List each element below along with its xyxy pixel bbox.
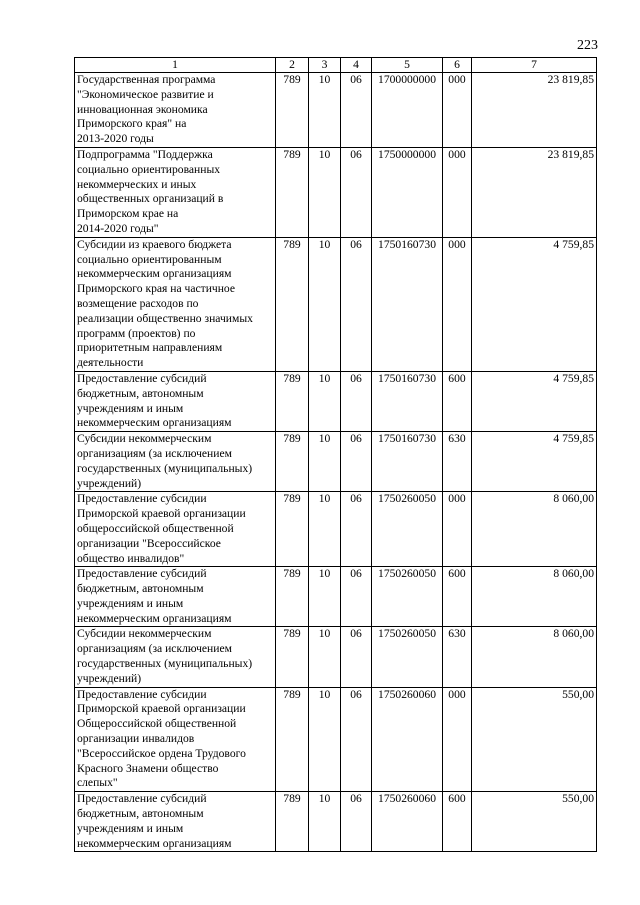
description-line: организациям (за исключением: [77, 642, 232, 656]
subsection-code: 06: [341, 73, 372, 148]
description-line: Предоставление субсидий: [77, 371, 207, 385]
header-col-7: 7: [472, 58, 597, 73]
amount: 550,00: [472, 687, 597, 792]
description-line: деятельности: [77, 356, 144, 370]
description-line: учреждений): [77, 476, 142, 490]
subsection-code: 06: [341, 567, 372, 627]
description-line: программ (проектов) по: [77, 326, 196, 340]
description-line: государственных (муниципальных): [77, 461, 253, 475]
description-line: организациям (за исключением: [77, 446, 232, 460]
description-line: Приморском крае на: [77, 207, 179, 221]
ministry-code: 789: [276, 567, 309, 627]
page-number: 223: [577, 38, 598, 53]
description-line: Общероссийской общественной: [77, 717, 237, 731]
table-row: [75, 792, 597, 852]
description-line: Приморского края" на: [77, 117, 187, 131]
description-line: 2014-2020 годы": [77, 221, 159, 235]
item-description: [75, 627, 276, 687]
budget-table: [74, 57, 597, 852]
ministry-code: 789: [276, 237, 309, 371]
expense-type-code: 600: [443, 792, 472, 852]
description-line: учреждений): [77, 671, 142, 685]
ministry-code: 789: [276, 432, 309, 492]
description-line: организации инвалидов: [77, 732, 195, 746]
expense-type-code: 000: [443, 147, 472, 237]
amount: 8 060,00: [472, 627, 597, 687]
ministry-code: 789: [276, 492, 309, 567]
description-line: инновационная экономика: [77, 102, 208, 116]
description-line: "Всероссийское ордена Трудового: [77, 746, 246, 760]
description-line: учреждениям и иным: [77, 596, 184, 610]
ministry-code: 789: [276, 792, 309, 852]
section-code: 10: [309, 792, 341, 852]
ministry-code: 789: [276, 687, 309, 792]
table-row: [75, 237, 597, 371]
subsection-code: 06: [341, 371, 372, 431]
section-code: 10: [309, 432, 341, 492]
target-article-code: 1750000000: [372, 147, 443, 237]
description-line: Красного Знамени общество: [77, 761, 219, 775]
item-description: [75, 687, 276, 792]
table-row: [75, 432, 597, 492]
section-code: 10: [309, 73, 341, 148]
header-col-4: 4: [341, 58, 372, 73]
table-row: [75, 73, 597, 148]
description-line: 2013-2020 годы: [77, 132, 154, 146]
target-article-code: 1750160730: [372, 432, 443, 492]
amount: 4 759,85: [472, 237, 597, 371]
description-line: некоммерческим организациям: [77, 836, 232, 850]
description-line: Приморской краевой организации: [77, 702, 246, 716]
table-row: [75, 492, 597, 567]
target-article-code: 1750260050: [372, 492, 443, 567]
description-line: социально ориентированным: [77, 252, 222, 266]
item-description: [75, 147, 276, 237]
description-line: Предоставление субсидий: [77, 567, 207, 581]
description-line: слепых": [77, 776, 118, 790]
description-line: некоммерческих и иных: [77, 177, 197, 191]
description-line: Приморского края на частичное: [77, 282, 236, 296]
description-line: общество инвалидов": [77, 551, 185, 565]
expense-type-code: 000: [443, 73, 472, 148]
item-description: [75, 492, 276, 567]
description-line: Субсидии некоммерческим: [77, 627, 212, 641]
amount: 4 759,85: [472, 371, 597, 431]
amount: 550,00: [472, 792, 597, 852]
expense-type-code: 600: [443, 371, 472, 431]
expense-type-code: 630: [443, 432, 472, 492]
description-line: некоммерческим организациям: [77, 416, 232, 430]
header-col-1: 1: [75, 58, 276, 73]
header-col-2: 2: [276, 58, 309, 73]
description-line: организации "Всероссийское: [77, 536, 221, 550]
item-description: [75, 371, 276, 431]
description-line: Предоставление субсидий: [77, 792, 207, 806]
target-article-code: 1750260060: [372, 792, 443, 852]
ministry-code: 789: [276, 627, 309, 687]
subsection-code: 06: [341, 147, 372, 237]
target-article-code: 1750160730: [372, 371, 443, 431]
item-description: [75, 432, 276, 492]
ministry-code: 789: [276, 371, 309, 431]
item-description: [75, 237, 276, 371]
target-article-code: 1750260050: [372, 627, 443, 687]
expense-type-code: 630: [443, 627, 472, 687]
description-line: Приморской краевой организации: [77, 507, 246, 521]
header-col-3: 3: [309, 58, 341, 73]
target-article-code: 1700000000: [372, 73, 443, 148]
description-line: возмещение расходов по: [77, 296, 199, 310]
amount: 4 759,85: [472, 432, 597, 492]
description-line: реализации общественно значимых: [77, 311, 253, 325]
subsection-code: 06: [341, 627, 372, 687]
section-code: 10: [309, 627, 341, 687]
section-code: 10: [309, 492, 341, 567]
header-col-6: 6: [443, 58, 472, 73]
subsection-code: 06: [341, 432, 372, 492]
header-col-5: 5: [372, 58, 443, 73]
section-code: 10: [309, 237, 341, 371]
amount: 8 060,00: [472, 567, 597, 627]
subsection-code: 06: [341, 492, 372, 567]
amount: 8 060,00: [472, 492, 597, 567]
subsection-code: 06: [341, 237, 372, 371]
description-line: учреждениям и иным: [77, 401, 184, 415]
description-line: общественных организаций в: [77, 192, 224, 206]
item-description: [75, 792, 276, 852]
section-code: 10: [309, 147, 341, 237]
description-line: социально ориентированных: [77, 162, 221, 176]
description-line: Предоставление субсидии: [77, 492, 207, 506]
item-description: [75, 73, 276, 148]
table-row: [75, 687, 597, 792]
description-line: некоммерческим организациям: [77, 267, 232, 281]
description-line: Подпрограмма "Поддержка: [77, 147, 213, 161]
table-row: [75, 147, 597, 237]
description-line: бюджетным, автономным: [77, 582, 204, 596]
description-line: бюджетным, автономным: [77, 386, 204, 400]
description-line: "Экономическое развитие и: [77, 87, 214, 101]
amount: 23 819,85: [472, 73, 597, 148]
expense-type-code: 000: [443, 492, 472, 567]
description-line: Субсидии некоммерческим: [77, 432, 212, 446]
target-article-code: 1750260060: [372, 687, 443, 792]
subsection-code: 06: [341, 792, 372, 852]
description-line: Субсидии из краевого бюджета: [77, 237, 232, 251]
table-row: [75, 371, 597, 431]
description-line: учреждениям и иным: [77, 821, 184, 835]
table-row: [75, 567, 597, 627]
section-code: 10: [309, 371, 341, 431]
description-line: Предоставление субсидии: [77, 687, 207, 701]
expense-type-code: 000: [443, 237, 472, 371]
ministry-code: 789: [276, 73, 309, 148]
section-code: 10: [309, 687, 341, 792]
table-row: [75, 627, 597, 687]
description-line: бюджетным, автономным: [77, 807, 204, 821]
header-row: [75, 58, 597, 73]
expense-type-code: 000: [443, 687, 472, 792]
description-line: общероссийской общественной: [77, 521, 234, 535]
target-article-code: 1750160730: [372, 237, 443, 371]
description-line: государственных (муниципальных): [77, 657, 253, 671]
amount: 23 819,85: [472, 147, 597, 237]
description-line: приоритетным направлениям: [77, 341, 223, 355]
description-line: Государственная программа: [77, 73, 216, 86]
item-description: [75, 567, 276, 627]
subsection-code: 06: [341, 687, 372, 792]
target-article-code: 1750260050: [372, 567, 443, 627]
expense-type-code: 600: [443, 567, 472, 627]
ministry-code: 789: [276, 147, 309, 237]
description-line: некоммерческим организациям: [77, 611, 232, 625]
section-code: 10: [309, 567, 341, 627]
